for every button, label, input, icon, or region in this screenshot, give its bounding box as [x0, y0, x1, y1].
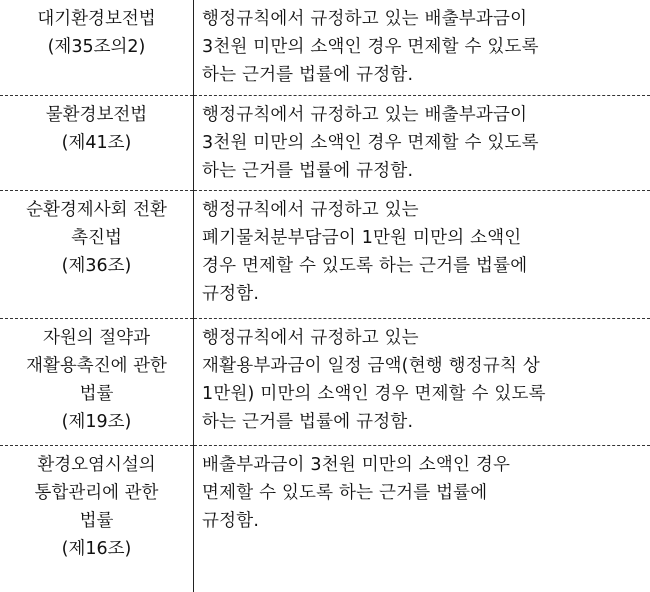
table-row: [0, 191, 650, 319]
law-description-cell: 행정규칙에서 규정하고 있는 재활용부과금이 일정 금액(현행 행정규칙 상 1만원) 미만의 소액인 경우 면제할 수 있도록 하는 근거를 법률에 규정함.: [194, 319, 650, 446]
law-description-cell: 배출부과금이 3천원 미만의 소액인 경우 면제할 수 있도록 하는 근거를 법률에 규정함.: [194, 446, 650, 592]
table-row: [0, 96, 650, 191]
law-name-cell: 대기환경보전법 (제35조의2): [0, 0, 194, 96]
law-name-cell: 환경오염시설의 통합관리에 관한 법률 (제16조): [0, 446, 194, 592]
law-name-cell: 순환경제사회 전환 촉진법 (제36조): [0, 191, 194, 319]
table-row: [0, 446, 650, 592]
law-description-cell: 행정규칙에서 규정하고 있는 배출부과금이 3천원 미만의 소액인 경우 면제할 수 있도록 하는 근거를 법률에 규정함.: [194, 0, 650, 96]
table-row: [0, 0, 650, 96]
law-description-cell: 행정규칙에서 규정하고 있는 배출부과금이 3천원 미만의 소액인 경우 면제할 수 있도록 하는 근거를 법률에 규정함.: [194, 96, 650, 191]
law-name-cell: 물환경보전법 (제41조): [0, 96, 194, 191]
law-description-cell: 행정규칙에서 규정하고 있는 폐기물처분부담금이 1만원 미만의 소액인 경우 면제할 수 있도록 하는 근거를 법률에 규정함.: [194, 191, 650, 319]
table-row: [0, 319, 650, 446]
law-name-cell: 자원의 절약과 재활용촉진에 관한 법률 (제19조): [0, 319, 194, 446]
